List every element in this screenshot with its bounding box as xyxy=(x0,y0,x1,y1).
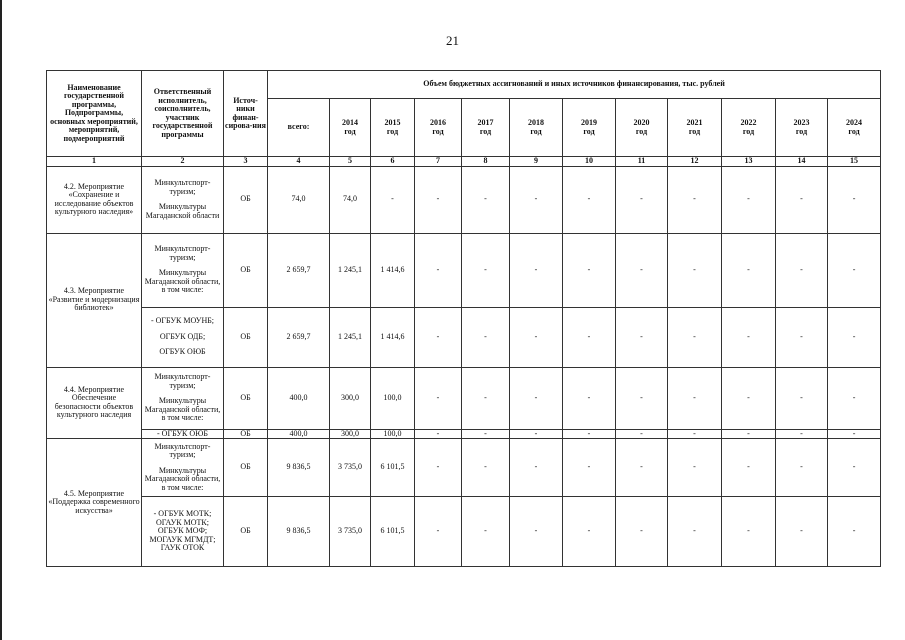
column-number: 15 xyxy=(828,157,881,167)
header-year: 2017 год xyxy=(462,99,510,157)
value-cell: - xyxy=(828,429,881,439)
value-cell: - xyxy=(668,367,722,429)
funding-source: ОБ xyxy=(224,233,268,307)
value-cell: - xyxy=(415,439,462,497)
value-total: 9 836,5 xyxy=(268,439,330,497)
table-row xyxy=(47,307,881,367)
value-cell: - xyxy=(828,367,881,429)
value-cell: - xyxy=(462,166,510,233)
column-numbers-row xyxy=(47,157,881,167)
value-cell: - xyxy=(616,367,668,429)
funding-source: ОБ xyxy=(224,439,268,497)
value-cell: - xyxy=(776,307,828,367)
value-cell: 6 101,5 xyxy=(371,497,415,567)
value-cell: - xyxy=(510,367,563,429)
value-cell: - xyxy=(616,233,668,307)
executor-cell: Минкультспорт-туризм; Минкультуры Магаданской области, в том числе: xyxy=(142,367,224,429)
value-total: 74,0 xyxy=(268,166,330,233)
value-cell: - xyxy=(616,166,668,233)
value-cell: - xyxy=(776,166,828,233)
header-year: 2023 год xyxy=(776,99,828,157)
value-cell: - xyxy=(563,429,616,439)
activity-name: 4.2. Мероприятие «Сохранение и исследование объектов культурного наследия» xyxy=(47,166,142,233)
value-cell: - xyxy=(776,233,828,307)
header-year: 2020 год xyxy=(616,99,668,157)
header-executor: Ответственный исполнитель, соисполнитель, участник государственной программы xyxy=(142,71,224,157)
column-number: 11 xyxy=(616,157,668,167)
funding-source: ОБ xyxy=(224,497,268,567)
value-cell: - xyxy=(828,166,881,233)
header-year: 2019 год xyxy=(563,99,616,157)
value-total: 2 659,7 xyxy=(268,233,330,307)
value-cell: - xyxy=(828,497,881,567)
value-cell: 74,0 xyxy=(330,166,371,233)
value-cell: 3 735,0 xyxy=(330,439,371,497)
value-cell: 6 101,5 xyxy=(371,439,415,497)
value-cell: - xyxy=(668,497,722,567)
executor-cell: - ОГБУК МОТК; ОГАУК МОТК; ОГБУК МОФ; МОГАУК МГМДТ; ГАУК ОТОК xyxy=(142,497,224,567)
value-cell: - xyxy=(563,497,616,567)
header-volume: Объем бюджетных ассигнований и иных источников финансирования, тыс. рублей xyxy=(268,71,881,99)
value-cell: - xyxy=(415,307,462,367)
value-cell: - xyxy=(462,429,510,439)
value-cell: - xyxy=(462,439,510,497)
column-number: 10 xyxy=(563,157,616,167)
value-cell: - xyxy=(828,439,881,497)
value-cell: 1 245,1 xyxy=(330,307,371,367)
column-number: 13 xyxy=(722,157,776,167)
header-year: 2024 год xyxy=(828,99,881,157)
value-cell: - xyxy=(668,166,722,233)
value-cell: - xyxy=(462,233,510,307)
header-year: 2018 год xyxy=(510,99,563,157)
executor-cell: Минкультспорт-туризм; Минкультуры Магаданской области xyxy=(142,166,224,233)
activity-name: 4.5. Мероприятие «Поддержка современного искусства» xyxy=(47,439,142,567)
executor-cell: Минкультспорт-туризм; Минкультуры Магаданской области, в том числе: xyxy=(142,439,224,497)
value-cell: - xyxy=(510,307,563,367)
value-cell: - xyxy=(563,166,616,233)
column-number: 7 xyxy=(415,157,462,167)
value-total: 9 836,5 xyxy=(268,497,330,567)
column-number: 12 xyxy=(668,157,722,167)
value-cell: - xyxy=(510,233,563,307)
value-cell: - xyxy=(415,166,462,233)
column-number: 4 xyxy=(268,157,330,167)
value-cell: - xyxy=(776,429,828,439)
value-cell: - xyxy=(722,166,776,233)
value-cell: 100,0 xyxy=(371,367,415,429)
value-cell: - xyxy=(722,233,776,307)
value-cell: - xyxy=(563,307,616,367)
value-cell: - xyxy=(722,429,776,439)
value-cell: - xyxy=(510,439,563,497)
table-row xyxy=(47,166,881,233)
table-row xyxy=(47,429,881,439)
value-cell: - xyxy=(563,233,616,307)
left-margin-line xyxy=(0,0,2,640)
value-cell: - xyxy=(563,439,616,497)
value-cell: - xyxy=(510,429,563,439)
value-cell: 1 245,1 xyxy=(330,233,371,307)
column-number: 3 xyxy=(224,157,268,167)
funding-source: ОБ xyxy=(224,166,268,233)
value-cell: - xyxy=(415,497,462,567)
value-cell: - xyxy=(828,233,881,307)
value-cell: - xyxy=(462,367,510,429)
table-row xyxy=(47,367,881,429)
header-source: Источ-ники финан-сирова-ния xyxy=(224,71,268,157)
value-cell: - xyxy=(415,233,462,307)
budget-table xyxy=(46,70,881,567)
column-number: 5 xyxy=(330,157,371,167)
value-cell: 100,0 xyxy=(371,429,415,439)
value-cell: 300,0 xyxy=(330,367,371,429)
value-cell: - xyxy=(776,367,828,429)
table-row xyxy=(47,497,881,567)
value-cell: - xyxy=(722,497,776,567)
value-cell: - xyxy=(616,429,668,439)
value-cell: - xyxy=(415,367,462,429)
executor-cell: Минкультспорт-туризм; Минкультуры Магаданской области, в том числе: xyxy=(142,233,224,307)
header-year: 2014 год xyxy=(330,99,371,157)
value-cell: - xyxy=(371,166,415,233)
value-cell: - xyxy=(668,307,722,367)
activity-name: 4.4. Мероприятие Обеспечение безопасности объектов культурного наследия xyxy=(47,367,142,439)
value-cell: - xyxy=(776,497,828,567)
value-cell: - xyxy=(668,439,722,497)
value-cell: - xyxy=(415,429,462,439)
value-total: 400,0 xyxy=(268,367,330,429)
value-cell: - xyxy=(462,497,510,567)
value-cell: - xyxy=(616,439,668,497)
header-total: всего: xyxy=(268,99,330,157)
header-name: Наименование государственной программы, Подпрограммы, основных мероприятий, мероприятий, подмероприятий xyxy=(47,71,142,157)
value-cell: - xyxy=(510,166,563,233)
funding-source: ОБ xyxy=(224,367,268,429)
value-cell: - xyxy=(616,497,668,567)
header-year: 2016 год xyxy=(415,99,462,157)
column-number: 1 xyxy=(47,157,142,167)
activity-name: 4.3. Мероприятие «Развитие и модернизация библиотек» xyxy=(47,233,142,367)
column-number: 9 xyxy=(510,157,563,167)
value-cell: 1 414,6 xyxy=(371,233,415,307)
page-number: 21 xyxy=(446,33,459,48)
funding-source: ОБ xyxy=(224,429,268,439)
value-cell: - xyxy=(563,367,616,429)
value-cell: - xyxy=(828,307,881,367)
column-number: 8 xyxy=(462,157,510,167)
value-cell: - xyxy=(722,439,776,497)
value-cell: - xyxy=(668,429,722,439)
value-cell: - xyxy=(722,367,776,429)
value-cell: - xyxy=(510,497,563,567)
executor-cell: - ОГБУК МОУНБ; ОГБУК ОДБ; ОГБУК ОЮБ xyxy=(142,307,224,367)
column-number: 6 xyxy=(371,157,415,167)
value-cell: 3 735,0 xyxy=(330,497,371,567)
funding-source: ОБ xyxy=(224,307,268,367)
table-row xyxy=(47,439,881,497)
value-cell: - xyxy=(722,307,776,367)
column-number: 14 xyxy=(776,157,828,167)
header-year: 2021 год xyxy=(668,99,722,157)
value-cell: 1 414,6 xyxy=(371,307,415,367)
value-cell: - xyxy=(776,439,828,497)
value-cell: 300,0 xyxy=(330,429,371,439)
header-year: 2022 год xyxy=(722,99,776,157)
value-cell: - xyxy=(668,233,722,307)
table-row xyxy=(47,233,881,307)
header-year: 2015 год xyxy=(371,99,415,157)
value-total: 2 659,7 xyxy=(268,307,330,367)
value-cell: - xyxy=(462,307,510,367)
value-cell: - xyxy=(616,307,668,367)
column-number: 2 xyxy=(142,157,224,167)
value-total: 400,0 xyxy=(268,429,330,439)
executor-cell: - ОГБУК ОЮБ xyxy=(142,429,224,439)
